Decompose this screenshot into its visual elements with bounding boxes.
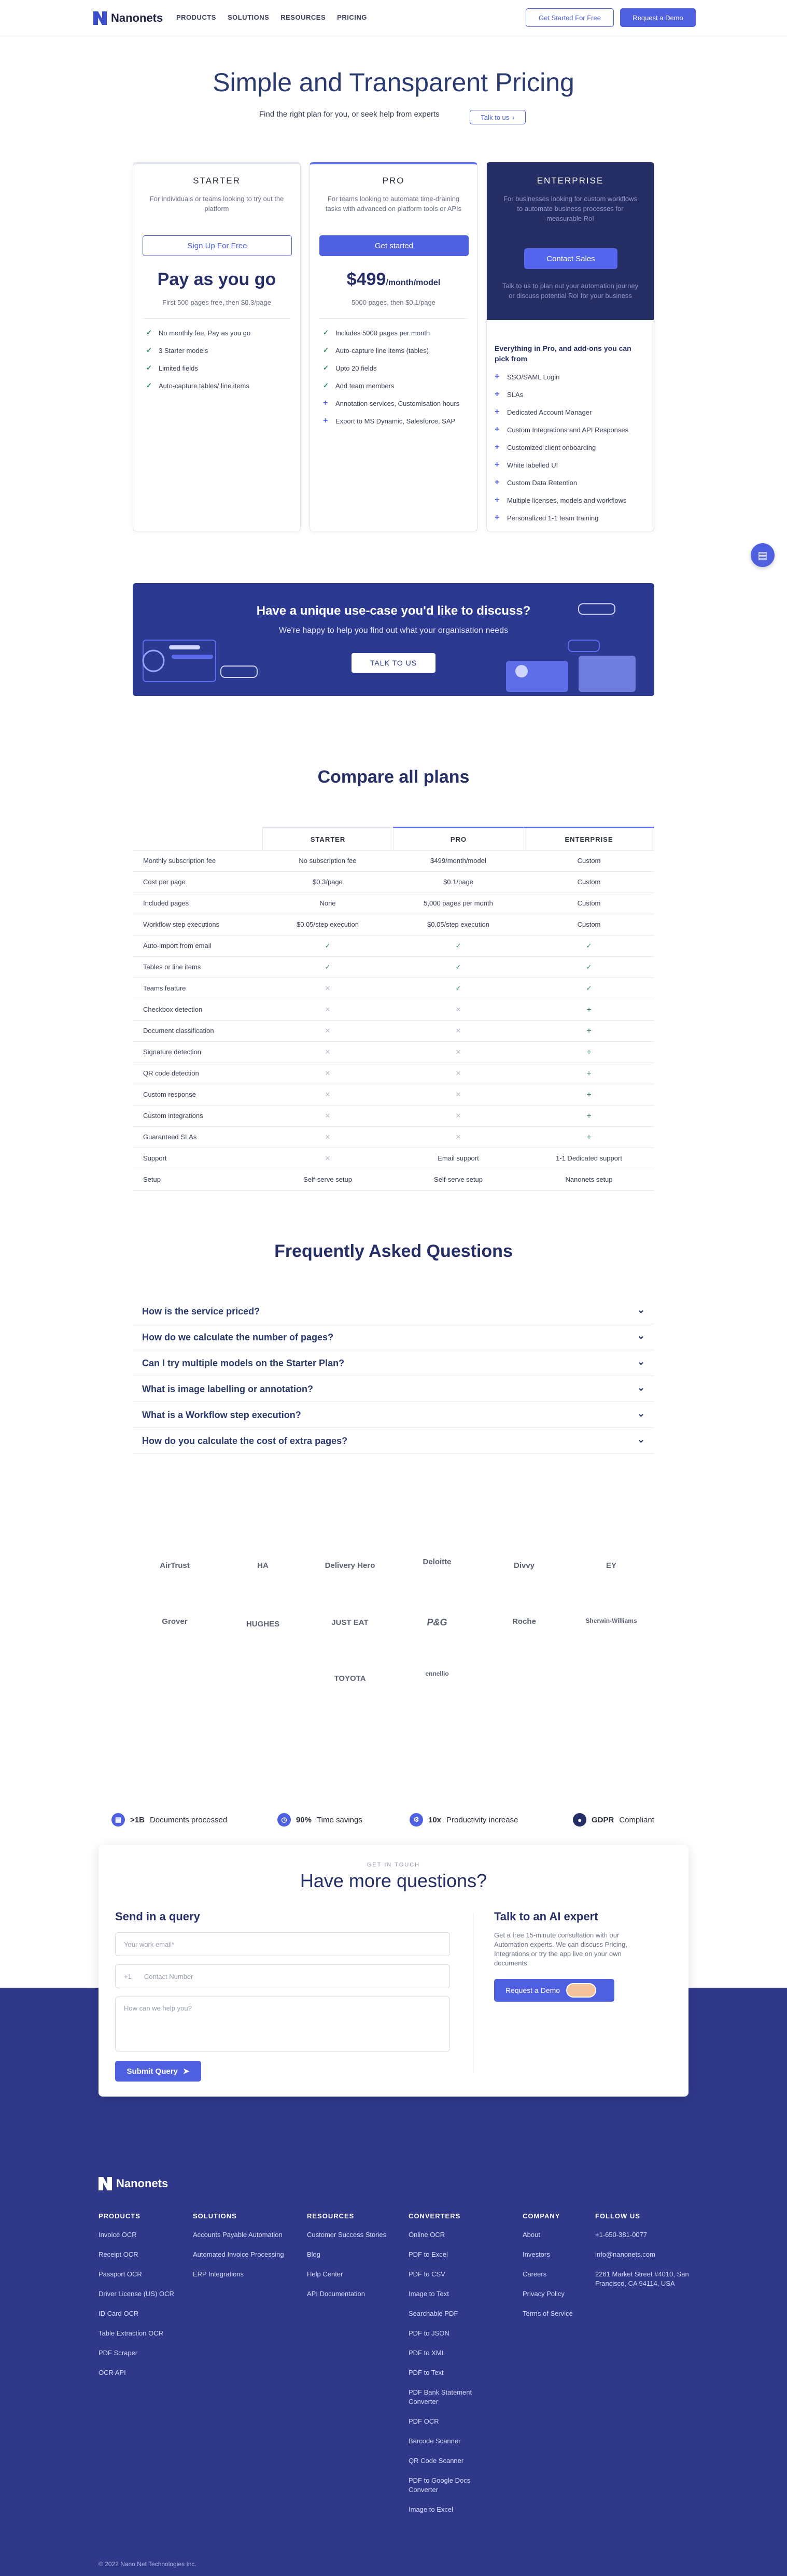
faq-item[interactable]: How is the service priced? ⌄ (133, 1298, 654, 1324)
plan-feature: + Custom Data Retention (495, 478, 578, 487)
plan-feature: ✓ Upto 20 fields (323, 364, 377, 372)
plus-icon: + (586, 1133, 592, 1142)
plan-feature: ✓ 3 Starter models (146, 346, 208, 355)
compare-row-label: Workflow step executions (143, 921, 220, 928)
chevron-right-icon: › (512, 113, 515, 121)
plan-price-note: Talk to us to plan out your automation journey or discuss potential RoI for your business (502, 282, 639, 300)
check-icon: ✓ (146, 381, 152, 389)
compare-row-label: Checkbox detection (143, 1006, 203, 1013)
compare-cell: Self-serve setup (303, 1176, 352, 1183)
compare-row (133, 1169, 654, 1191)
plan-feature: + SLAs (495, 390, 524, 399)
footer-link[interactable]: Privacy Policy (523, 2290, 565, 2298)
hero-subtitle: Find the right plan for you, or seek help from experts (259, 110, 440, 119)
plus-icon: + (495, 460, 500, 469)
faq-item[interactable]: How do we calculate the number of pages? ⌄ (133, 1324, 654, 1350)
footer-link[interactable]: Driver License (US) OCR (99, 2290, 174, 2298)
footer-link[interactable]: Searchable PDF (409, 2310, 458, 2317)
col-header-pro: PRO (393, 827, 524, 850)
phone-code[interactable]: +1 (124, 1972, 132, 1980)
plan-price: Pay as you go (157, 270, 276, 289)
divider (319, 318, 468, 319)
compare-cell: $0.05/step execution (427, 921, 489, 928)
cross-icon: ✕ (325, 1027, 331, 1035)
plus-icon: + (586, 1069, 592, 1078)
customer-logo: JUST EAT (331, 1618, 369, 1627)
check-icon: ✓ (146, 364, 152, 372)
plan-feature: + Annotation services, Customisation hours (323, 399, 460, 407)
compare-row-label: Support (143, 1154, 167, 1162)
stat-gdpr: ● GDPR Compliant (573, 1813, 654, 1827)
compare-row-label: Monthly subscription fee (143, 857, 216, 865)
compare-row (133, 1148, 654, 1169)
stat-documents: ▤ >1B Documents processed (111, 1813, 227, 1827)
nav-products[interactable]: PRODUCTS (176, 13, 216, 21)
send-query-title: Send in a query (115, 1910, 200, 1923)
customer-logo: AirTrust (160, 1561, 190, 1570)
customer-logo: HA (257, 1561, 269, 1570)
compare-row (133, 1127, 654, 1148)
footer-link[interactable]: Table Extraction OCR (99, 2329, 163, 2337)
plus-icon: + (495, 443, 500, 451)
footer-link[interactable]: Automated Invoice Processing (193, 2251, 284, 2258)
customer-logo: HUGHES (246, 1620, 280, 1629)
footer-link[interactable]: Accounts Payable Automation (193, 2231, 283, 2239)
footer-col-solutions: SOLUTIONS Accounts Payable Automation Automated Invoice Processing ERP Integrations (193, 2212, 297, 2289)
footer-link[interactable]: About (523, 2231, 540, 2239)
plan-feature: ✓ Auto-capture tables/ line items (146, 381, 249, 390)
footer-link[interactable]: Receipt OCR (99, 2251, 138, 2258)
cross-icon: ✕ (455, 1091, 461, 1098)
compare-row-label: Setup (143, 1176, 161, 1183)
cross-icon: ✕ (325, 1048, 331, 1056)
customer-logo: Delivery Hero (325, 1561, 375, 1570)
request-demo-button[interactable]: Request a Demo (620, 8, 696, 27)
compare-row-label: Guaranteed SLAs (143, 1133, 197, 1141)
contact-title: Have more questions? (300, 1870, 487, 1891)
footer-link[interactable]: PDF to CSV (409, 2270, 445, 2278)
compare-row-label: Signature detection (143, 1048, 202, 1056)
cross-icon: ✕ (455, 1048, 461, 1056)
compare-row (133, 893, 654, 914)
customer-logo: ennellio (425, 1670, 449, 1677)
cross-icon: ✕ (455, 1027, 461, 1035)
footer-link[interactable]: ID Card OCR (99, 2310, 139, 2317)
divider (143, 318, 291, 319)
footer-col-company: COMPANY About Investors Careers Privacy Policy Terms of Service (523, 2212, 585, 2329)
stat-productivity: ⚙ 10x Productivity increase (410, 1813, 518, 1827)
main-nav (176, 13, 367, 21)
customer-logo: Deloitte (423, 1558, 452, 1566)
plan-feature: + Personalized 1-1 team training (495, 513, 599, 522)
check-icon: ✓ (325, 963, 331, 971)
footer-col-follow: FOLLOW US +1-650-381-0077 info@nanonets.com 2261 Market Street #4010, San Francisco, CA 94114, USA (595, 2212, 694, 2299)
footer-link[interactable]: QR Code Scanner (409, 2457, 464, 2465)
compare-row (133, 1084, 654, 1106)
expert-avatars (566, 1983, 596, 1998)
compare-row-label: Teams feature (143, 984, 186, 992)
footer-link[interactable]: Customer Success Stories (307, 2231, 387, 2239)
faq-item[interactable]: What is image labelling or annotation? ⌄ (133, 1376, 654, 1402)
compare-cell: Custom (577, 921, 601, 928)
compare-row (133, 957, 654, 978)
footer-link[interactable]: ERP Integrations (193, 2270, 244, 2278)
enterprise-intro: Everything in Pro, and add-ons you can pick from (495, 344, 631, 363)
footer-logo[interactable]: Nanonets (99, 2177, 168, 2190)
chevron-down-icon: ⌄ (637, 1305, 645, 1315)
cross-icon: ✕ (325, 1133, 331, 1141)
plan-price-note: First 500 pages free, then $0.3/page (162, 299, 271, 306)
compare-row (133, 999, 654, 1021)
plan-name: ENTERPRISE (537, 176, 604, 186)
faq-item[interactable]: How do you calculate the cost of extra pages? ⌄ (133, 1428, 654, 1454)
footer-link[interactable]: PDF to JSON (409, 2329, 449, 2337)
plan-description: For teams looking to automate time-draining tasks with advanced on platform tools or APIs (325, 195, 462, 213)
check-icon: ✓ (325, 942, 331, 950)
compare-row (133, 936, 654, 957)
plus-icon: + (323, 416, 328, 425)
plan-description: For businesses looking for custom workflows to automate business processes for measurable RoI (503, 195, 637, 222)
plan-card-pro (310, 162, 477, 531)
banner-title: Have a unique use-case you'd like to discuss? (256, 604, 531, 618)
plan-name: STARTER (193, 176, 241, 186)
compare-row-label: Document classification (143, 1027, 214, 1035)
document-icon: ▤ (111, 1813, 125, 1827)
footer-link[interactable]: PDF OCR (409, 2417, 439, 2425)
footer-link[interactable]: 2261 Market Street #4010, San Francisco, CA 94114, USA (595, 2270, 689, 2287)
clock-icon: ◷ (277, 1813, 291, 1827)
compare-row (133, 1042, 654, 1063)
cross-icon: ✕ (325, 1006, 331, 1013)
compare-row-label: Custom integrations (143, 1112, 203, 1120)
plus-icon: + (586, 1027, 592, 1036)
cross-icon: ✕ (325, 1091, 331, 1098)
phone-input[interactable]: +1 Contact Number (115, 1964, 450, 1988)
footer-link[interactable]: +1-650-381-0077 (595, 2231, 648, 2239)
check-icon: ✓ (323, 329, 329, 336)
col-header-enterprise: ENTERPRISE (524, 827, 654, 850)
compare-cell: No subscription fee (299, 857, 357, 865)
footer-link[interactable]: PDF to Google Docs Converter (409, 2476, 471, 2494)
check-icon: ✓ (586, 942, 592, 950)
cross-icon: ✕ (325, 1112, 331, 1120)
sign-up-free-button[interactable]: Sign Up For Free (143, 235, 292, 256)
banner-subtitle: We're happy to help you find out what your organisation needs (278, 626, 509, 635)
plan-name: PRO (382, 176, 405, 186)
plus-icon: + (586, 1048, 592, 1057)
stat-time: ◷ 90% Time savings (277, 1813, 362, 1827)
plus-icon: + (495, 513, 500, 522)
nav-solutions[interactable]: SOLUTIONS (227, 13, 270, 21)
check-icon: ✓ (323, 346, 329, 354)
faq-item[interactable]: What is a Workflow step execution? ⌄ (133, 1402, 654, 1428)
compare-cell: $0.3/page (313, 878, 343, 886)
banner-illustration (133, 583, 654, 696)
compare-cell: Custom (577, 878, 601, 886)
plan-feature: + Dedicated Account Manager (495, 407, 592, 416)
gear-icon: ⚙ (410, 1813, 423, 1827)
chevron-down-icon: ⌄ (637, 1331, 645, 1341)
footer-link[interactable]: API Documentation (307, 2290, 366, 2298)
talk-to-us-banner-button[interactable]: TALK TO US (352, 653, 435, 673)
compare-cell: Custom (577, 899, 601, 907)
faq-title: Frequently Asked Questions (274, 1241, 513, 1261)
get-started-free-button[interactable]: Get Started For Free (526, 8, 614, 27)
plan-feature: + White labelled UI (495, 460, 558, 469)
compare-row-label: Cost per page (143, 878, 186, 886)
get-started-button[interactable]: Get started (319, 235, 469, 256)
check-icon: ✓ (455, 963, 461, 971)
compare-row (133, 914, 654, 936)
plan-feature: ✓ Includes 5000 pages per month (323, 329, 430, 337)
compare-cell: Email support (438, 1154, 479, 1162)
faq-item[interactable]: Can I try multiple models on the Starter Plan? ⌄ (133, 1350, 654, 1376)
send-icon: ➤ (182, 2067, 190, 2076)
footer-col-converters: CONVERTERS Online OCR PDF to Excel PDF to CSV Image to Text Searchable PDF PDF to JSON PDF to XML PDF to Text PDF Bank Statement Converter PDF OCR Barcode Scanner QR Code Scanner PDF to Google Docs Converter Image to Excel (409, 2212, 481, 2525)
footer-link[interactable]: PDF Bank Statement Converter (409, 2388, 472, 2405)
plan-feature: + Custom Integrations and API Responses (495, 425, 629, 434)
cross-icon: ✕ (455, 1069, 461, 1077)
chat-icon: ▤ (757, 549, 768, 561)
compare-row-label: Auto-import from email (143, 942, 212, 950)
plus-icon: + (586, 1112, 592, 1121)
plan-price-note: 5000 pages, then $0.1/page (352, 299, 435, 306)
footer-link[interactable]: Image to Text (409, 2290, 449, 2298)
customer-logo: Sherwin-Williams (585, 1617, 637, 1624)
footer-link[interactable]: Online OCR (409, 2231, 445, 2239)
copyright: © 2022 Nano Net Technologies Inc. (99, 2560, 196, 2568)
chevron-down-icon: ⌄ (637, 1434, 645, 1445)
shield-icon: ● (573, 1813, 586, 1827)
check-icon: ✓ (455, 984, 461, 992)
submit-query-button[interactable]: Submit Query ➤ (115, 2061, 201, 2082)
footer-link[interactable]: OCR API (99, 2369, 126, 2376)
compare-row (133, 1021, 654, 1042)
compare-cell: Self-serve setup (434, 1176, 483, 1183)
check-icon: ✓ (586, 984, 592, 992)
compare-row-label: QR code detection (143, 1069, 199, 1077)
plus-icon: + (323, 399, 328, 407)
plus-icon: + (495, 478, 500, 487)
compare-cell: None (319, 899, 336, 907)
expert-request-demo-button[interactable]: Request a Demo (494, 1979, 614, 2002)
use-case-banner (133, 583, 654, 696)
plan-feature: ✓ Add team members (323, 381, 395, 390)
plus-icon: + (495, 407, 500, 416)
customer-logo: EY (606, 1561, 616, 1570)
compare-cell: $0.1/page (443, 878, 473, 886)
cross-icon: ✕ (455, 1006, 461, 1013)
plus-icon: + (586, 1006, 592, 1014)
plan-price: $499/month/model (346, 270, 441, 289)
cross-icon: ✕ (325, 1154, 331, 1162)
plan-card-enterprise (486, 162, 654, 531)
chat-widget-button[interactable] (751, 543, 775, 567)
compare-cell: Custom (577, 857, 601, 865)
footer-link[interactable]: Investors (523, 2251, 550, 2258)
expert-text: Get a free 15-minute consultation with our Automation experts. We can discuss Pricing, Integrations or try the app live on your own documents. (494, 1931, 627, 1967)
plan-feature: ✓ No monthly fee, Pay as you go (146, 329, 251, 337)
customer-logo: Divvy (513, 1561, 535, 1570)
check-icon: ✓ (455, 942, 461, 950)
footer-col-resources: RESOURCES Customer Success Stories Blog Help Center API Documentation (307, 2212, 400, 2309)
customer-logo: TOYOTA (334, 1674, 366, 1683)
plan-feature: + Export to MS Dynamic, Salesforce, SAP (323, 416, 456, 425)
footer-link[interactable]: Terms of Service (523, 2310, 573, 2317)
footer-link[interactable]: Careers (523, 2270, 547, 2278)
check-icon: ✓ (146, 346, 152, 354)
footer-link[interactable]: Barcode Scanner (409, 2437, 461, 2445)
compare-row-label: Included pages (143, 899, 189, 907)
check-icon: ✓ (146, 329, 152, 336)
compare-row (133, 978, 654, 999)
message-input[interactable]: How can we help you? (115, 1997, 450, 2051)
footer-link[interactable]: Help Center (307, 2270, 343, 2278)
page-title: Simple and Transparent Pricing (213, 68, 574, 97)
footer-link[interactable]: info@nanonets.com (595, 2251, 655, 2258)
contact-eyebrow: GET IN TOUCH (367, 1862, 420, 1868)
plan-feature: ✓ Auto-capture line items (tables) (323, 346, 429, 355)
compare-row (133, 872, 654, 893)
footer-link[interactable]: Image to Excel (409, 2506, 453, 2513)
compare-cell: $499/month/model (430, 857, 486, 865)
nav-pricing[interactable]: PRICING (337, 13, 367, 21)
compare-row (133, 1063, 654, 1084)
compare-row (133, 851, 654, 872)
compare-cell: 5,000 pages per month (424, 899, 493, 907)
footer-link[interactable]: Passport OCR (99, 2270, 142, 2278)
compare-title: Compare all plans (317, 767, 470, 787)
contact-sales-button[interactable]: Contact Sales (524, 248, 617, 269)
footer-link[interactable]: Blog (307, 2251, 321, 2258)
cross-icon: ✕ (325, 984, 331, 992)
talk-to-us-button[interactable]: Talk to us › (470, 110, 526, 124)
chevron-down-icon: ⌄ (637, 1356, 645, 1367)
plan-feature: + Customized client onboarding (495, 443, 596, 451)
email-input[interactable]: Your work email* (115, 1932, 450, 1956)
check-icon: ✓ (323, 381, 329, 389)
check-icon: ✓ (586, 963, 592, 971)
nanonets-logo-icon (99, 2177, 112, 2190)
customer-logo: P&G (427, 1617, 447, 1627)
cross-icon: ✕ (455, 1112, 461, 1120)
compare-row-label: Custom response (143, 1091, 196, 1098)
footer-link[interactable]: Invoice OCR (99, 2231, 137, 2239)
expert-title: Talk to an AI expert (494, 1910, 598, 1923)
plan-description: For individuals or teams looking to try out the platform (149, 195, 284, 213)
plan-feature: + Multiple licenses, models and workflows (495, 496, 627, 504)
compare-cell: Nanonets setup (565, 1176, 613, 1183)
footer-link[interactable]: PDF to Text (409, 2369, 444, 2376)
compare-row (133, 1106, 654, 1127)
nav-resources[interactable]: RESOURCES (280, 13, 326, 21)
cross-icon: ✕ (325, 1069, 331, 1077)
compare-cell: 1-1 Dedicated support (556, 1154, 622, 1162)
plus-icon: + (495, 425, 500, 434)
chevron-down-icon: ⌄ (637, 1382, 645, 1393)
compare-cell: $0.05/step execution (297, 921, 359, 928)
footer-link[interactable]: PDF to XML (409, 2349, 445, 2357)
plus-icon: + (495, 390, 500, 399)
brand-logo[interactable]: Nanonets (93, 11, 163, 25)
footer-col-products: PRODUCTS Invoice OCR Receipt OCR Passport OCR Driver License (US) OCR ID Card OCR Table Extraction OCR PDF Scraper OCR API (99, 2212, 187, 2388)
plan-card-starter (133, 162, 301, 531)
chevron-down-icon: ⌄ (637, 1408, 645, 1419)
footer-link[interactable]: PDF Scraper (99, 2349, 138, 2357)
check-icon: ✓ (323, 364, 329, 372)
cross-icon: ✕ (455, 1133, 461, 1141)
col-header-starter: STARTER (262, 827, 393, 850)
plan-feature: + SSO/SAML Login (495, 372, 560, 381)
plus-icon: + (495, 496, 500, 504)
plus-icon: + (495, 372, 500, 381)
plus-icon: + (586, 1091, 592, 1099)
compare-rows (133, 850, 654, 1183)
footer-link[interactable]: PDF to Excel (409, 2251, 448, 2258)
nanonets-logo-icon (93, 11, 107, 25)
customer-logo: Roche (512, 1617, 536, 1626)
plan-feature: ✓ Limited fields (146, 364, 198, 372)
compare-row-label: Tables or line items (143, 963, 201, 971)
site-header (0, 0, 787, 36)
customer-logo: Grover (162, 1617, 188, 1626)
